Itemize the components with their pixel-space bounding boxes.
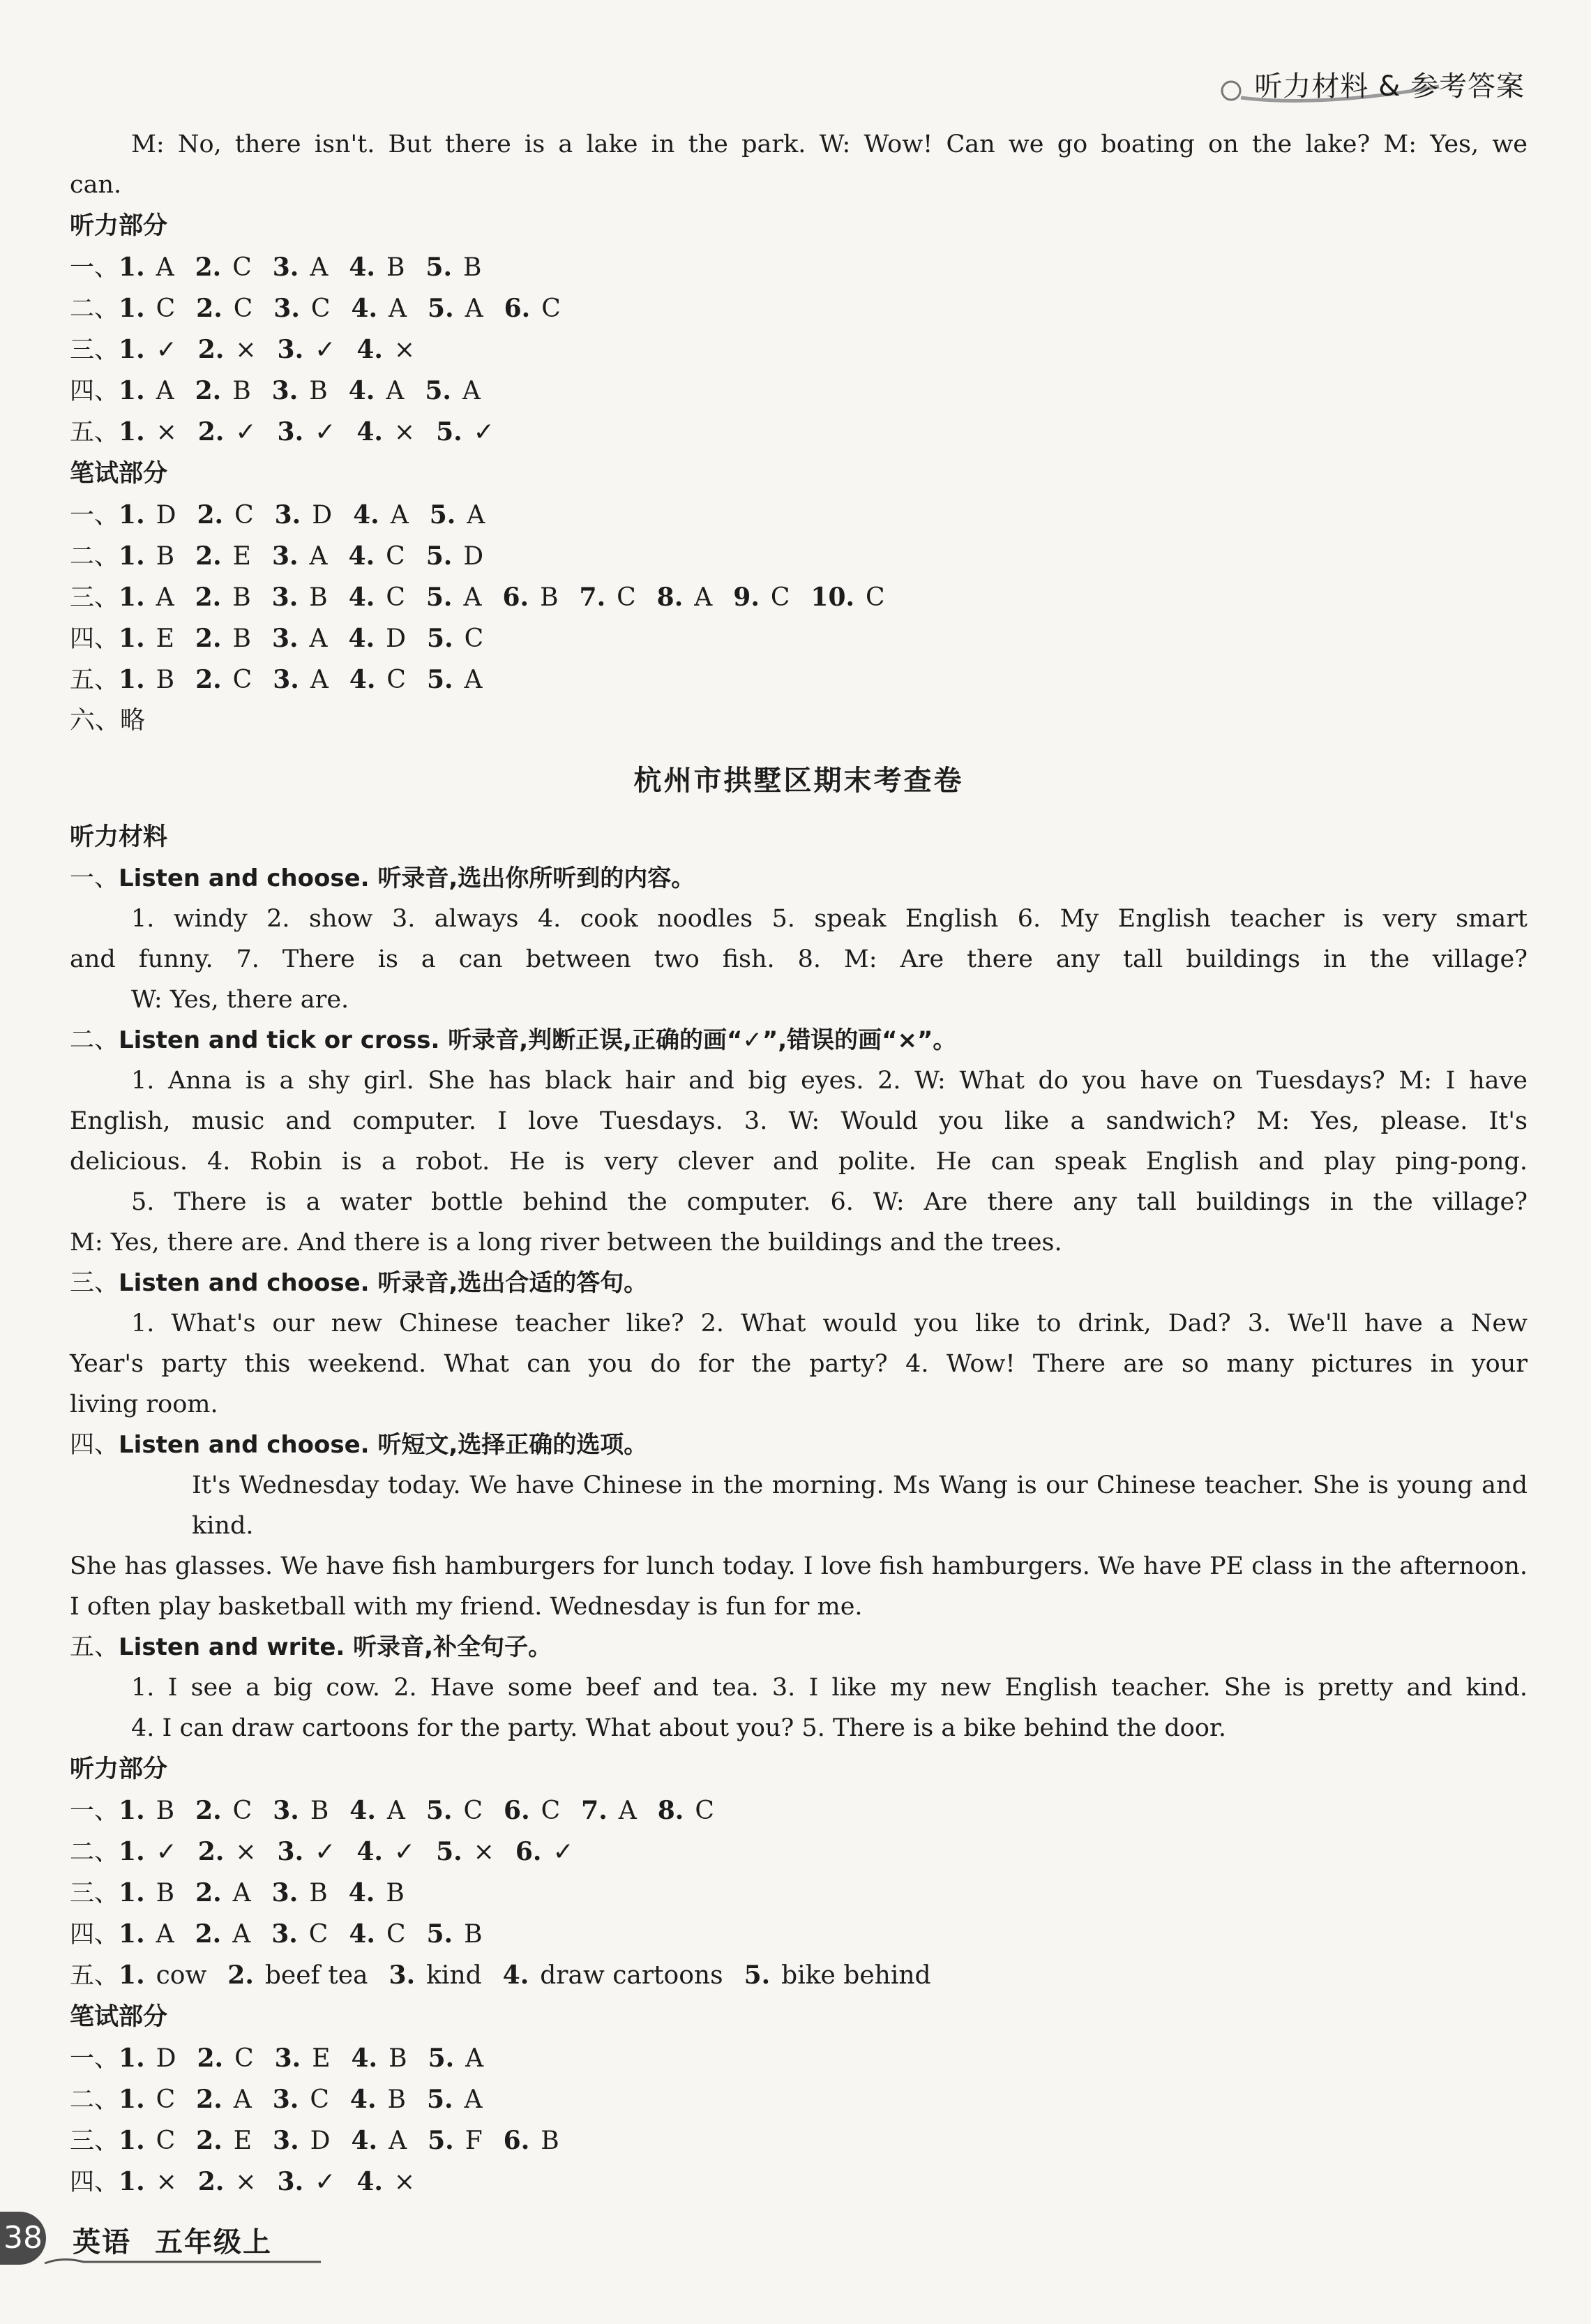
answer-value: A bbox=[309, 542, 328, 571]
answer-number: 1. bbox=[119, 253, 145, 282]
answer-value: C bbox=[232, 253, 252, 282]
answer-value: C bbox=[541, 294, 561, 323]
answer-row bbox=[70, 495, 1528, 536]
answer-number: 4. bbox=[502, 1961, 529, 1990]
answer-row bbox=[70, 329, 1528, 370]
answer-number: 1. bbox=[119, 376, 145, 405]
answer-block-listening-prev bbox=[70, 247, 1528, 453]
answer-value: A bbox=[390, 501, 409, 530]
answer-number: 7. bbox=[579, 583, 606, 612]
answer-number: 3. bbox=[273, 1796, 299, 1825]
material-line: English, music and computer. I love Tuesdays. 3. W: Would you like a sandwich? M: Yes, please. It's bbox=[70, 1107, 1528, 1135]
answer-number: 9. bbox=[733, 583, 760, 612]
answer-value: A bbox=[389, 2127, 407, 2155]
answer-number: 3. bbox=[274, 500, 301, 530]
answer-value: ✓ bbox=[315, 336, 336, 364]
answer-number: 2. bbox=[196, 2085, 223, 2114]
answer-value: C bbox=[866, 583, 885, 612]
answer-row-label: 三、 bbox=[70, 584, 119, 612]
answer-number: 5. bbox=[426, 1919, 453, 1949]
answer-row bbox=[70, 2161, 1528, 2203]
answer-number: 4. bbox=[349, 665, 376, 694]
dialogue-line: can. bbox=[70, 171, 122, 199]
answer-block-listening bbox=[70, 1790, 1528, 1996]
answer-value: B bbox=[386, 1879, 405, 1907]
answer-row-label: 三、 bbox=[70, 336, 119, 364]
answer-value: B bbox=[540, 583, 559, 612]
dialogue-line: M: No, there isn't. But there is a lake in the park. W: Wow! Can we go boating on the lake? M: Yes, we bbox=[131, 130, 1528, 158]
answer-row-label: 一、 bbox=[70, 1797, 119, 1825]
answer-number: 2. bbox=[196, 294, 223, 323]
answer-number: 4. bbox=[348, 583, 375, 612]
material-line: 1. I see a big cow. 2. Have some beef and tea. 3. I like my new English teacher. She is pretty and kind. bbox=[131, 1674, 1528, 1702]
answer-number: 3. bbox=[277, 2167, 304, 2196]
answer-value: B bbox=[387, 2085, 406, 2114]
answer-value: × bbox=[235, 336, 257, 364]
answer-number: 5. bbox=[436, 417, 462, 447]
answer-block-written-prev bbox=[70, 495, 1528, 700]
answer-number: 3. bbox=[277, 417, 304, 447]
answer-number: 5. bbox=[744, 1961, 771, 1990]
answer-number: 2. bbox=[197, 335, 225, 364]
answer-value: E bbox=[233, 2127, 252, 2155]
answer-value: D bbox=[310, 2127, 331, 2155]
section-heading-materials: 听力材料 bbox=[70, 823, 168, 851]
answer-number: 3. bbox=[271, 624, 299, 653]
answer-number: 2. bbox=[197, 2167, 225, 2196]
answer-number: 10. bbox=[810, 583, 855, 612]
answer-row-label: 四、 bbox=[70, 2168, 119, 2196]
answer-number: 2. bbox=[195, 541, 222, 571]
answer-value: D bbox=[312, 501, 333, 530]
material-line: M: Yes, there are. And there is a long river between the buildings and the trees. bbox=[70, 1229, 1062, 1257]
question-heading bbox=[70, 1627, 1528, 1667]
material-line: She has glasses. We have fish hamburgers for lunch today. I love fish hamburgers. We have PE class in the afternoon. bbox=[70, 1552, 1528, 1580]
answer-number: 1. bbox=[119, 1796, 145, 1825]
answer-value: A bbox=[310, 253, 329, 282]
answer-number: 3. bbox=[271, 1919, 298, 1949]
answer-number: 2. bbox=[195, 1878, 222, 1907]
answer-number: 3. bbox=[271, 376, 299, 405]
answer-row-label: 三、 bbox=[70, 1880, 119, 1907]
answer-row bbox=[70, 247, 1528, 288]
answer-number: 2. bbox=[195, 376, 222, 405]
answer-value: C bbox=[770, 583, 790, 612]
answer-value: D bbox=[463, 542, 484, 571]
answer-row bbox=[70, 412, 1528, 453]
answer-value: B bbox=[156, 542, 175, 571]
answer-number: 1. bbox=[119, 2085, 145, 2114]
answer-value: C bbox=[156, 2085, 176, 2114]
answer-number: 3. bbox=[271, 1878, 299, 1907]
answer-value: × bbox=[156, 418, 177, 447]
answer-value: C bbox=[232, 666, 252, 694]
listening-materials bbox=[70, 858, 1528, 1748]
answer-value: B bbox=[386, 253, 405, 282]
answer-row bbox=[70, 1914, 1528, 1955]
answer-row bbox=[70, 618, 1528, 659]
answer-value: B bbox=[541, 2127, 559, 2155]
answer-value: E bbox=[156, 624, 174, 653]
answer-number: 5. bbox=[425, 583, 453, 612]
question-label: 二、 bbox=[70, 1026, 119, 1054]
answer-number: 6. bbox=[504, 294, 531, 323]
answer-value: E bbox=[312, 2044, 331, 2073]
material-line: 4. I can draw cartoons for the party. What about you? 5. There is a bike behind the door. bbox=[131, 1714, 1226, 1742]
answer-value: ✓ bbox=[315, 418, 336, 447]
answer-number: 4. bbox=[349, 2085, 377, 2114]
answer-value: C bbox=[386, 542, 405, 571]
page-header bbox=[1254, 64, 1525, 104]
question-title: Listen and choose. 听录音,选出你所听到的内容。 bbox=[119, 864, 695, 892]
answer-value: A bbox=[618, 1797, 637, 1825]
answer-value: A bbox=[463, 583, 482, 612]
answer-row-label: 一、 bbox=[70, 2045, 119, 2073]
question-heading bbox=[70, 1020, 1528, 1060]
answer-number: 4. bbox=[348, 541, 375, 571]
answer-number: 4. bbox=[348, 376, 375, 405]
answer-value: C bbox=[386, 1920, 406, 1949]
material-line: living room. bbox=[70, 1390, 218, 1418]
answer-value: cow bbox=[156, 1961, 207, 1990]
answer-number: 1. bbox=[119, 1919, 145, 1949]
answer-row bbox=[70, 659, 1528, 700]
answer-row bbox=[70, 1955, 1528, 1996]
question-title: Listen and tick or cross. 听录音,判断正误,正确的画“✓”,错误的画“×”。 bbox=[119, 1026, 957, 1054]
answer-value: A bbox=[386, 1797, 405, 1825]
answer-number: 4. bbox=[348, 1878, 375, 1907]
answer-number: 2. bbox=[195, 253, 222, 282]
answer-value: C bbox=[541, 1797, 561, 1825]
answer-number: 2. bbox=[197, 500, 224, 530]
answer-number: 8. bbox=[656, 583, 684, 612]
answer-number: 1. bbox=[119, 1837, 145, 1866]
material-line: and funny. 7. There is a can between two fish. 8. M: Are there any tall buildings in the village? bbox=[70, 945, 1528, 973]
answer-value: A bbox=[233, 2085, 252, 2114]
answer-number: 2. bbox=[195, 665, 222, 694]
answer-number: 3. bbox=[273, 665, 299, 694]
answer-row-label: 五、 bbox=[70, 1962, 119, 1990]
answer-number: 4. bbox=[356, 335, 383, 364]
answer-row-label: 四、 bbox=[70, 625, 119, 653]
answer-value: C bbox=[463, 1797, 483, 1825]
material-line: W: Yes, there are. bbox=[131, 986, 349, 1014]
answer-row-label: 二、 bbox=[70, 295, 119, 323]
answer-value: A bbox=[462, 377, 481, 405]
answer-number: 5. bbox=[425, 1796, 453, 1825]
answer-number: 2. bbox=[197, 417, 225, 447]
answer-row-label: 一、 bbox=[70, 254, 119, 282]
answer-value: × bbox=[393, 418, 416, 447]
answer-number: 5. bbox=[425, 376, 451, 405]
material-line: delicious. 4. Robin is a robot. He is very clever and polite. He can speak English and play ping-pong. bbox=[70, 1148, 1528, 1176]
answer-value: × bbox=[235, 2168, 257, 2196]
answer-value: A bbox=[389, 294, 407, 323]
section-heading-written: 笔试部分 bbox=[70, 460, 168, 488]
answer-row bbox=[70, 288, 1528, 329]
answer-number: 4. bbox=[349, 253, 375, 282]
answer-value: × bbox=[235, 1838, 257, 1866]
answer-number: 1. bbox=[119, 500, 145, 530]
answer-value: C bbox=[310, 294, 331, 323]
answer-value: B bbox=[156, 666, 175, 694]
answer-number: 1. bbox=[119, 665, 145, 694]
answer-row bbox=[70, 2120, 1528, 2161]
answer-number: 3. bbox=[274, 2044, 301, 2073]
question-label: 一、 bbox=[70, 864, 119, 892]
answer-value: × bbox=[156, 2168, 177, 2196]
answer-number: 2. bbox=[195, 1796, 222, 1825]
answer-number: 1. bbox=[119, 2167, 145, 2196]
section-heading-listening: 听力部分 bbox=[70, 212, 168, 240]
answer-value: ✓ bbox=[235, 418, 257, 447]
answer-block-written bbox=[70, 2038, 1528, 2203]
answer-value: B bbox=[309, 377, 328, 405]
answer-number: 5. bbox=[428, 2044, 455, 2073]
answer-number: 3. bbox=[277, 1837, 304, 1866]
answer-value: A bbox=[156, 583, 174, 612]
material-line: Year's party this weekend. What can you do for the party? 4. Wow! There are so many pictures in your bbox=[70, 1350, 1528, 1378]
answer-number: 1. bbox=[119, 541, 145, 571]
answer-value: A bbox=[156, 1920, 174, 1949]
answer-number: 2. bbox=[197, 2044, 224, 2073]
answer-value: D bbox=[156, 2044, 176, 2073]
footer-grade: 五年级上 bbox=[155, 2226, 272, 2258]
answer-number: 3. bbox=[273, 2126, 299, 2155]
answer-value: C bbox=[156, 294, 176, 323]
answer-value: B bbox=[232, 377, 251, 405]
answer-number: 5. bbox=[425, 541, 453, 571]
page-number: 38 bbox=[0, 2212, 46, 2265]
answer-value: × bbox=[393, 336, 416, 364]
answer-row-label: 三、 bbox=[70, 2127, 119, 2155]
answer-value: A bbox=[467, 501, 485, 530]
answer-number: 4. bbox=[351, 2044, 378, 2073]
answer-number: 1. bbox=[119, 624, 145, 653]
material-line: 1. What's our new Chinese teacher like? 2. What would you like to drink, Dad? 3. We'll have a New bbox=[131, 1310, 1528, 1337]
answer-value: D bbox=[156, 501, 176, 530]
answer-value: × bbox=[393, 2168, 416, 2196]
answer-value: C bbox=[617, 583, 636, 612]
answer-value: B bbox=[156, 1797, 175, 1825]
answer-value: bike behind bbox=[781, 1961, 931, 1990]
answer-row-label: 四、 bbox=[70, 377, 119, 405]
answer-value: ✓ bbox=[315, 1838, 336, 1866]
question-heading bbox=[70, 1425, 1528, 1465]
answer-value: A bbox=[464, 2085, 483, 2114]
material-line: 1. Anna is a shy girl. She has black hair and big eyes. 2. W: What do you have on Tuesdays? M: I have bbox=[131, 1067, 1528, 1095]
answer-number: 4. bbox=[351, 294, 378, 323]
answer-value: C bbox=[232, 1797, 252, 1825]
answer-number: 5. bbox=[426, 2085, 453, 2114]
answer-number: 1. bbox=[119, 1961, 145, 1990]
answer-row-label: 四、 bbox=[70, 1921, 119, 1949]
answer-row-label: 二、 bbox=[70, 543, 119, 571]
answer-number: 1. bbox=[119, 335, 145, 364]
answer-value: A bbox=[309, 624, 328, 653]
answer-row bbox=[70, 577, 1528, 618]
question-heading bbox=[70, 858, 1528, 899]
answer-number: 3. bbox=[389, 1961, 416, 1990]
answer-value: kind bbox=[426, 1961, 482, 1990]
answer-number: 5. bbox=[426, 665, 453, 694]
material-line: 5. There is a water bottle behind the computer. 6. W: Are there any tall buildings in the village? bbox=[131, 1188, 1528, 1216]
answer-row bbox=[70, 536, 1528, 577]
question-label: 三、 bbox=[70, 1269, 119, 1297]
answer-row-label: 二、 bbox=[70, 1838, 119, 1866]
answer-row bbox=[70, 2038, 1528, 2079]
section-heading-listening: 听力部分 bbox=[70, 1755, 168, 1783]
answer-value: C bbox=[464, 624, 484, 653]
answer-row-label: 五、 bbox=[70, 666, 119, 694]
answer-value: F bbox=[465, 2127, 483, 2155]
answer-value: B bbox=[232, 624, 251, 653]
answer-number: 1. bbox=[119, 417, 145, 447]
answer-value: ✓ bbox=[156, 336, 177, 364]
answer-number: 4. bbox=[351, 2126, 378, 2155]
answer-value: A bbox=[156, 253, 174, 282]
answer-row bbox=[70, 1831, 1528, 1873]
content bbox=[70, 124, 1528, 2203]
answer-number: 2. bbox=[195, 583, 222, 612]
answer-number: 6. bbox=[515, 1837, 542, 1866]
answer-value: C bbox=[386, 583, 405, 612]
header-title: 听力材料 & 参考答案 bbox=[1254, 70, 1525, 103]
answer-value: A bbox=[386, 377, 405, 405]
answer-value: B bbox=[389, 2044, 407, 2073]
answer-value: B bbox=[156, 1879, 175, 1907]
answer-number: 6. bbox=[502, 583, 529, 612]
answer-value: draw cartoons bbox=[540, 1961, 723, 1990]
answer-value: C bbox=[308, 1920, 329, 1949]
material-line: It's Wednesday today. We have Chinese in the morning. Ms Wang is our Chinese teacher. She is young and kind. bbox=[192, 1471, 1528, 1540]
answer-number: 4. bbox=[349, 1919, 375, 1949]
answer-number: 4. bbox=[356, 1837, 383, 1866]
answer-value: B bbox=[463, 253, 482, 282]
answer-row-label: 一、 bbox=[70, 502, 119, 530]
answer-row bbox=[70, 370, 1528, 412]
answer-value: C bbox=[695, 1797, 714, 1825]
answer-value: A bbox=[310, 666, 329, 694]
answer-number: 1. bbox=[119, 2126, 145, 2155]
answer-number: 2. bbox=[227, 1961, 254, 1990]
question-title: Listen and choose. 听录音,选出合适的答句。 bbox=[119, 1269, 648, 1297]
answer-number: 5. bbox=[427, 624, 453, 653]
answer-number: 5. bbox=[436, 1837, 462, 1866]
answer-value: A bbox=[232, 1879, 251, 1907]
exam-title: 杭州市拱墅区期末考查卷 bbox=[633, 765, 964, 797]
answer-number: 3. bbox=[277, 335, 304, 364]
answer-row-six: 六、略 bbox=[70, 706, 146, 735]
answer-value: B bbox=[232, 583, 251, 612]
answer-value: × bbox=[473, 1838, 495, 1866]
answer-row-label: 五、 bbox=[70, 419, 119, 447]
answer-value: beef tea bbox=[264, 1961, 368, 1990]
answer-value: B bbox=[464, 1920, 483, 1949]
answer-number: 4. bbox=[349, 1796, 376, 1825]
answer-number: 6. bbox=[504, 1796, 530, 1825]
answer-number: 3. bbox=[272, 2085, 299, 2114]
answer-row bbox=[70, 1790, 1528, 1831]
material-line: 1. windy 2. show 3. always 4. cook noodles 5. speak English 6. My English teacher is very smart bbox=[131, 905, 1528, 933]
answer-number: 3. bbox=[273, 294, 300, 323]
answer-row-label: 二、 bbox=[70, 2086, 119, 2114]
answer-number: 7. bbox=[581, 1796, 608, 1825]
answer-number: 5. bbox=[429, 500, 456, 530]
answer-value: C bbox=[310, 2085, 329, 2114]
page-footer bbox=[0, 2212, 419, 2267]
answer-value: ✓ bbox=[393, 1838, 416, 1866]
answer-value: B bbox=[309, 1879, 328, 1907]
question-label: 五、 bbox=[70, 1633, 119, 1661]
answer-number: 4. bbox=[348, 624, 375, 653]
answer-number: 4. bbox=[356, 417, 383, 447]
question-title: Listen and write. 听录音,补全句子。 bbox=[119, 1633, 552, 1661]
answer-value: ✓ bbox=[552, 1838, 574, 1866]
answer-number: 2. bbox=[195, 1919, 222, 1949]
answer-number: 1. bbox=[119, 1878, 145, 1907]
answer-number: 5. bbox=[425, 253, 452, 282]
answer-value: A bbox=[232, 1920, 251, 1949]
answer-number: 1. bbox=[119, 294, 145, 323]
answer-number: 3. bbox=[271, 541, 299, 571]
answer-value: C bbox=[234, 2044, 254, 2073]
answer-value: E bbox=[232, 542, 251, 571]
answer-value: D bbox=[386, 624, 407, 653]
answer-value: B bbox=[310, 1797, 329, 1825]
answer-value: C bbox=[156, 2127, 176, 2155]
answer-value: ✓ bbox=[315, 2168, 336, 2196]
answer-value: A bbox=[156, 377, 174, 405]
question-heading bbox=[70, 1263, 1528, 1303]
answer-number: 8. bbox=[657, 1796, 684, 1825]
answer-value: B bbox=[309, 583, 328, 612]
answer-value: ✓ bbox=[156, 1838, 177, 1866]
answer-number: 2. bbox=[196, 2126, 223, 2155]
answer-number: 3. bbox=[272, 253, 299, 282]
answer-value: C bbox=[386, 666, 406, 694]
answer-number: 6. bbox=[503, 2126, 530, 2155]
question-title: Listen and choose. 听短文,选择正确的选项。 bbox=[119, 1431, 648, 1459]
footer-subject: 英语 bbox=[73, 2226, 131, 2258]
answer-number: 2. bbox=[195, 624, 222, 653]
answer-number: 3. bbox=[271, 583, 299, 612]
answer-value: C bbox=[234, 501, 254, 530]
answer-number: 5. bbox=[428, 2126, 454, 2155]
answer-value: A bbox=[694, 583, 713, 612]
section-heading-written: 笔试部分 bbox=[70, 2003, 168, 2031]
answer-number: 2. bbox=[197, 1837, 225, 1866]
answer-value: A bbox=[465, 294, 483, 323]
answer-value: A bbox=[464, 666, 483, 694]
answer-row bbox=[70, 1873, 1528, 1914]
answer-row bbox=[70, 2079, 1528, 2120]
answer-value: C bbox=[233, 294, 253, 323]
answer-number: 1. bbox=[119, 2044, 145, 2073]
answer-value: ✓ bbox=[473, 418, 495, 447]
question-label: 四、 bbox=[70, 1431, 119, 1459]
answer-number: 4. bbox=[356, 2167, 383, 2196]
material-line: I often play basketball with my friend. Wednesday is fun for me. bbox=[70, 1593, 863, 1621]
answer-number: 5. bbox=[428, 294, 454, 323]
answer-number: 4. bbox=[353, 500, 379, 530]
answer-number: 1. bbox=[119, 583, 145, 612]
answer-value: A bbox=[465, 2044, 484, 2073]
